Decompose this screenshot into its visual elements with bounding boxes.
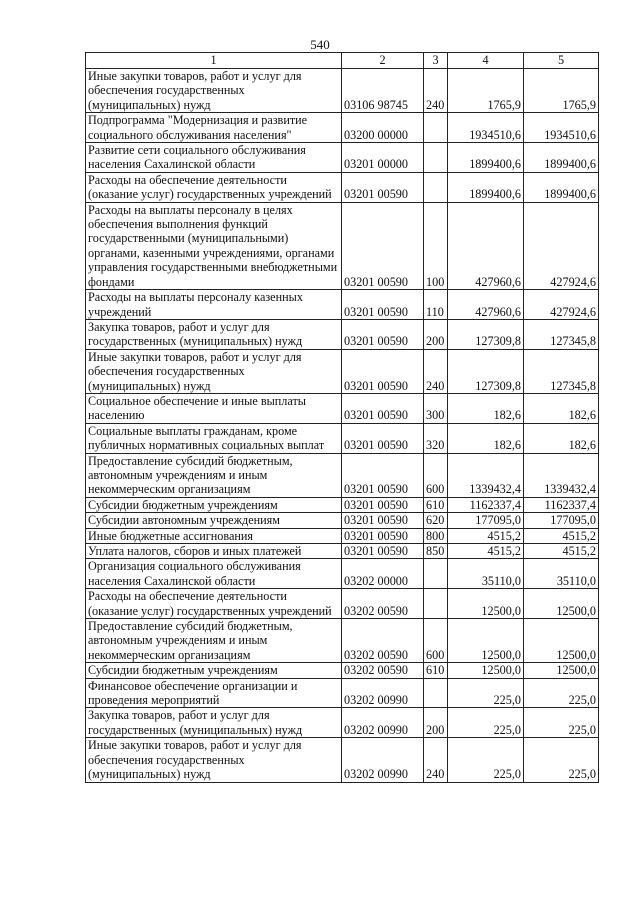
row-expense-type: 240 — [424, 349, 448, 393]
row-value-col4: 427960,6 — [448, 290, 524, 320]
table-row — [86, 319, 599, 349]
row-value-col5: 35110,0 — [524, 559, 599, 589]
row-expense-type — [424, 678, 448, 708]
row-value-col5: 12500,0 — [524, 619, 599, 663]
row-value-col4: 35110,0 — [448, 559, 524, 589]
row-expense-type: 100 — [424, 202, 448, 289]
row-value-col4: 12500,0 — [448, 619, 524, 663]
row-name: Социальное обеспечение и иные выплаты населению — [86, 393, 342, 423]
row-expense-type — [424, 143, 448, 173]
row-code: 03202 00590 — [342, 663, 424, 678]
row-value-col4: 225,0 — [448, 708, 524, 738]
row-value-col5: 1339432,4 — [524, 453, 599, 497]
header-row — [86, 53, 599, 69]
row-expense-type: 800 — [424, 528, 448, 543]
row-value-col4: 12500,0 — [448, 663, 524, 678]
row-name: Социальные выплаты гражданам, кроме публичных нормативных социальных выплат — [86, 423, 342, 453]
header-col-4: 4 — [448, 53, 524, 69]
row-value-col4: 127309,8 — [448, 319, 524, 349]
table-row — [86, 423, 599, 453]
row-name: Предоставление субсидий бюджетным, автономным учреждениям и иным некоммерческим организациям — [86, 453, 342, 497]
row-name: Субсидии автономным учреждениям — [86, 513, 342, 528]
row-value-col5: 1162337,4 — [524, 497, 599, 512]
row-value-col5: 12500,0 — [524, 589, 599, 619]
row-value-col5: 177095,0 — [524, 513, 599, 528]
row-expense-type: 600 — [424, 619, 448, 663]
row-code: 03202 00000 — [342, 559, 424, 589]
row-expense-type: 850 — [424, 544, 448, 559]
row-name: Закупка товаров, работ и услуг для государственных (муниципальных) нужд — [86, 319, 342, 349]
row-name: Уплата налогов, сборов и иных платежей — [86, 544, 342, 559]
row-name: Развитие сети социального обслуживания населения Сахалинской области — [86, 143, 342, 173]
table-row — [86, 528, 599, 543]
row-code: 03202 00990 — [342, 738, 424, 782]
row-value-col5: 225,0 — [524, 678, 599, 708]
table-row — [86, 143, 599, 173]
table-row — [86, 69, 599, 113]
row-value-col5: 225,0 — [524, 708, 599, 738]
table-row — [86, 113, 599, 143]
row-name: Расходы на обеспечение деятельности (оказание услуг) государственных учреждений — [86, 589, 342, 619]
row-code: 03106 98745 — [342, 69, 424, 113]
row-value-col4: 1339432,4 — [448, 453, 524, 497]
row-code: 03201 00590 — [342, 423, 424, 453]
row-value-col4: 225,0 — [448, 678, 524, 708]
row-code: 03201 00590 — [342, 497, 424, 512]
row-value-col4: 1162337,4 — [448, 497, 524, 512]
row-value-col5: 225,0 — [524, 738, 599, 782]
row-value-col4: 1765,9 — [448, 69, 524, 113]
row-name: Расходы на обеспечение деятельности (оказание услуг) государственных учреждений — [86, 172, 342, 202]
table-row — [86, 202, 599, 289]
row-expense-type: 240 — [424, 69, 448, 113]
row-name: Расходы на выплаты персоналу казенных учреждений — [86, 290, 342, 320]
row-expense-type: 110 — [424, 290, 448, 320]
row-value-col4: 177095,0 — [448, 513, 524, 528]
row-value-col5: 1765,9 — [524, 69, 599, 113]
table-row — [86, 544, 599, 559]
row-code: 03201 00590 — [342, 393, 424, 423]
header-col-5: 5 — [524, 53, 599, 69]
table-header — [86, 53, 599, 69]
row-expense-type — [424, 172, 448, 202]
row-code: 03202 00590 — [342, 619, 424, 663]
row-value-col5: 1899400,6 — [524, 143, 599, 173]
row-name: Расходы на выплаты персоналу в целях обеспечения выполнения функций государственными (муниципальными) органами, казенными учреждениями, органами управления государственными внебюджетными фондами — [86, 202, 342, 289]
table-row — [86, 738, 599, 782]
row-code: 03200 00000 — [342, 113, 424, 143]
table-row — [86, 349, 599, 393]
row-code: 03202 00590 — [342, 589, 424, 619]
table-row — [86, 172, 599, 202]
row-code: 03201 00590 — [342, 319, 424, 349]
row-expense-type — [424, 589, 448, 619]
row-name: Закупка товаров, работ и услуг для государственных (муниципальных) нужд — [86, 708, 342, 738]
table-row — [86, 513, 599, 528]
table-row — [86, 453, 599, 497]
header-col-2: 2 — [342, 53, 424, 69]
row-expense-type: 300 — [424, 393, 448, 423]
budget-table — [85, 52, 599, 783]
row-name: Подпрограмма "Модернизация и развитие социального обслуживания населения" — [86, 113, 342, 143]
row-code: 03201 00590 — [342, 453, 424, 497]
row-code: 03201 00590 — [342, 349, 424, 393]
row-value-col4: 4515,2 — [448, 544, 524, 559]
row-value-col4: 182,6 — [448, 423, 524, 453]
row-value-col4: 1899400,6 — [448, 143, 524, 173]
row-value-col5: 1899400,6 — [524, 172, 599, 202]
row-expense-type: 610 — [424, 497, 448, 512]
row-name: Иные бюджетные ассигнования — [86, 528, 342, 543]
row-value-col5: 427924,6 — [524, 202, 599, 289]
row-name: Предоставление субсидий бюджетным, автономным учреждениям и иным некоммерческим организациям — [86, 619, 342, 663]
row-value-col4: 427960,6 — [448, 202, 524, 289]
row-expense-type — [424, 559, 448, 589]
row-expense-type: 600 — [424, 453, 448, 497]
row-expense-type: 240 — [424, 738, 448, 782]
row-value-col5: 4515,2 — [524, 544, 599, 559]
row-name: Иные закупки товаров, работ и услуг для обеспечения государственных (муниципальных) нужд — [86, 69, 342, 113]
row-expense-type: 610 — [424, 663, 448, 678]
row-value-col5: 182,6 — [524, 423, 599, 453]
table-row — [86, 497, 599, 512]
row-code: 03202 00990 — [342, 678, 424, 708]
page-number: 540 — [310, 37, 330, 52]
row-value-col5: 127345,8 — [524, 349, 599, 393]
table-body — [86, 69, 599, 783]
row-value-col5: 427924,6 — [524, 290, 599, 320]
row-value-col5: 12500,0 — [524, 663, 599, 678]
row-value-col4: 12500,0 — [448, 589, 524, 619]
table-row — [86, 290, 599, 320]
row-code: 03201 00590 — [342, 513, 424, 528]
table-row — [86, 708, 599, 738]
row-value-col4: 182,6 — [448, 393, 524, 423]
row-expense-type — [424, 113, 448, 143]
row-value-col5: 127345,8 — [524, 319, 599, 349]
row-expense-type: 200 — [424, 708, 448, 738]
row-name: Субсидии бюджетным учреждениям — [86, 497, 342, 512]
row-expense-type: 620 — [424, 513, 448, 528]
table-row — [86, 678, 599, 708]
table-row — [86, 559, 599, 589]
row-name: Финансовое обеспечение организации и проведения мероприятий — [86, 678, 342, 708]
row-value-col4: 127309,8 — [448, 349, 524, 393]
row-name: Организация социального обслуживания населения Сахалинской области — [86, 559, 342, 589]
row-code: 03201 00000 — [342, 143, 424, 173]
table-row — [86, 619, 599, 663]
row-value-col4: 225,0 — [448, 738, 524, 782]
row-value-col4: 4515,2 — [448, 528, 524, 543]
table-row — [86, 589, 599, 619]
row-code: 03201 00590 — [342, 172, 424, 202]
table-row — [86, 663, 599, 678]
row-code: 03202 00990 — [342, 708, 424, 738]
row-code: 03201 00590 — [342, 544, 424, 559]
row-value-col4: 1934510,6 — [448, 113, 524, 143]
row-code: 03201 00590 — [342, 202, 424, 289]
table-row — [86, 393, 599, 423]
row-code: 03201 00590 — [342, 528, 424, 543]
row-name: Иные закупки товаров, работ и услуг для обеспечения государственных (муниципальных) нужд — [86, 349, 342, 393]
row-value-col5: 4515,2 — [524, 528, 599, 543]
row-value-col5: 1934510,6 — [524, 113, 599, 143]
row-value-col4: 1899400,6 — [448, 172, 524, 202]
row-value-col5: 182,6 — [524, 393, 599, 423]
header-col-3: 3 — [424, 53, 448, 69]
row-name: Субсидии бюджетным учреждениям — [86, 663, 342, 678]
row-expense-type: 320 — [424, 423, 448, 453]
row-expense-type: 200 — [424, 319, 448, 349]
header-col-1: 1 — [86, 53, 342, 69]
row-code: 03201 00590 — [342, 290, 424, 320]
row-name: Иные закупки товаров, работ и услуг для обеспечения государственных (муниципальных) нужд — [86, 738, 342, 782]
